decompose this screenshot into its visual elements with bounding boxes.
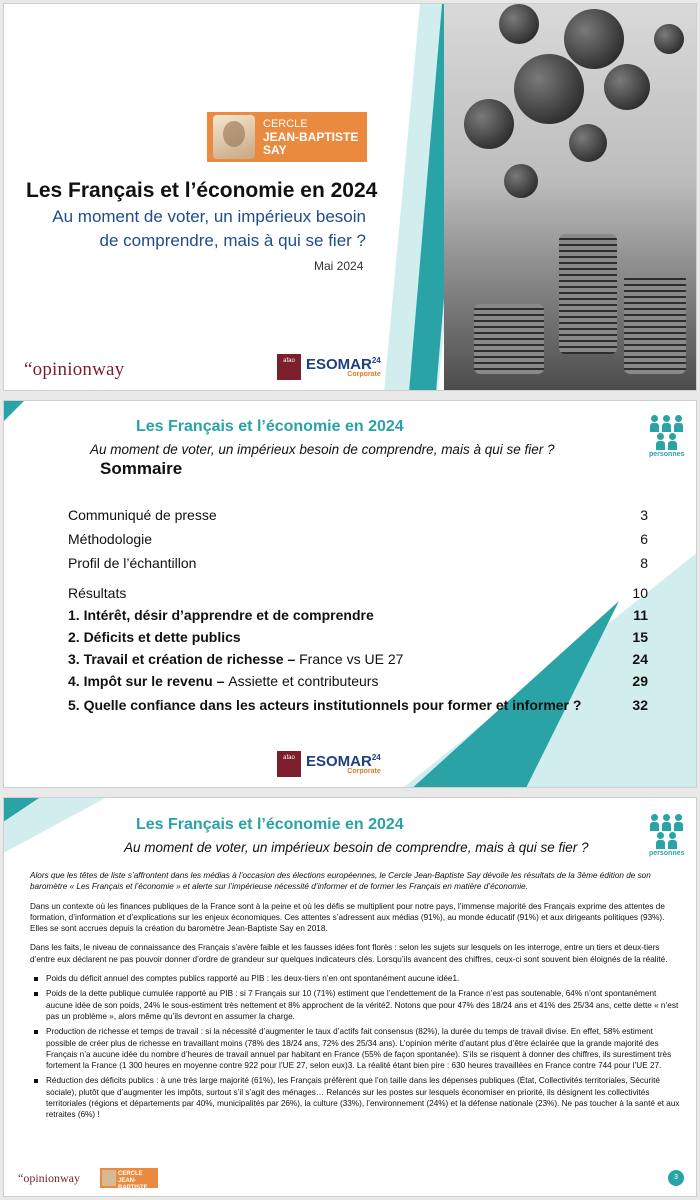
- findings-list: [30, 973, 680, 1121]
- people-label: personnes: [649, 850, 685, 857]
- people-label: personnes: [649, 451, 685, 458]
- communique-slide: [3, 797, 697, 1197]
- logo-line2: JEAN-BAPTISTE: [263, 129, 359, 144]
- toc-row[interactable]: 1. Intérêt, désir d’apprendre et de comprendre 11: [68, 607, 648, 623]
- portrait-icon: [213, 115, 255, 159]
- toc-row[interactable]: 3. Travail et création de richesse – France vs UE 27 24: [68, 651, 648, 667]
- cover-date: Mai 2024: [314, 259, 364, 273]
- toc-row[interactable]: 2. Déficits et dette publics 15: [68, 629, 648, 645]
- cover-title-block: [26, 179, 378, 251]
- list-item: Réduction des déficits publics : à une très large majorité (61%), les Français préfèrent que l’on taille dans les dépenses publiques (État, Collectivités territoriales, Sécurité sociale), plutôt que d’augmenter les impôts, surtout s’il s’agit des ménages… Relancés sur les postes sur lesquels économiser en priorité, ils désignent les collectivités territoriales (régions et départements par 40%, municipalités par 26%), la culture (33%), l’environnement (24%) et la défense nationale (23%). Ne pas toucher à la santé et aux retraites (6%) !: [30, 1075, 680, 1120]
- slide-title: Les Français et l’économie en 2024: [136, 816, 404, 833]
- toc-row[interactable]: Méthodologie 6: [68, 531, 648, 547]
- people-icon: [649, 413, 685, 451]
- list-item: Production de richesse et temps de travail : si la nécessité d’augmenter le taux d’actifs fait consensus (82%), la durée du temps de travail divise. En effet, 58% estiment possible de créer plus de richesse en travaillant moins (78% des 18/24 ans, 72% des 25/34 ans). L’opinion mérite d’autant plus d’être éclairée que la grande majorité des Français n’a aucune idée du nombre d’heures de travail annuel par habitant en France (55% de façon spontanée). S’ils se risquent à donner des chiffres, ils surestiment très fortement la France (1 300 heures en moyenne contre 922 pour l’UE 27, selon eux)3. La réalité étant bien pire : 630 heures travaillées en France contre 744 pour l’UE 27.: [30, 1026, 680, 1071]
- opinionway-logo: “opinionway: [24, 359, 125, 380]
- intro-paragraph: Alors que les têtes de liste s’affrontent dans les médias à l’occasion des élections européennes, le Cercle Jean-Baptiste Say dévoile les résultats de la 3ème édition de son baromètre « Les Français et l’économie » et alerte sur l’impérieuse nécessité d’informer et de former les Français en matière d’économie.: [30, 871, 651, 892]
- afao-badge: afao: [277, 354, 301, 380]
- afao-badge: afao: [277, 751, 301, 777]
- slide-subtitle: Au moment de voter, un impérieux besoin de comprendre, mais à qui se fier ?: [90, 442, 555, 457]
- toc-row[interactable]: 5. Quelle confiance dans les acteurs institutionnels pour former et informer ? 32: [68, 697, 648, 713]
- list-item: Poids de la dette publique cumulée rapporté au PIB : si 7 Français sur 10 (71%) estiment que l’endettement de la France n’est pas soutenable, 64% n’ont spontanément aucune idée de son poids, 24% le sous-estiment très nettement et 8% approchent de la vérité2. Notons que pour 47% des 18/24 ans et 41% des 25/34 ans, cette dette « n’est pas un problème », alors même qu’ils devront en assumer la charge.: [30, 988, 680, 1022]
- toc-row[interactable]: Profil de l’échantillon 8: [68, 555, 648, 571]
- coins-photo: [444, 4, 697, 391]
- page-number: 3: [668, 1170, 684, 1186]
- logo-line1: CERCLE: [263, 117, 308, 130]
- toc-row[interactable]: Communiqué de presse 3: [68, 507, 648, 523]
- esomar-logo: ESOMAR$^{24}$ Corporate: [306, 356, 381, 378]
- cover-slide: [3, 3, 697, 391]
- slide-subtitle: Au moment de voter, un impérieux besoin de comprendre, mais à qui se fier ?: [124, 840, 589, 855]
- toc-row[interactable]: 4. Impôt sur le revenu – Assiette et contributeurs 29: [68, 673, 648, 689]
- toc-row[interactable]: Résultats 10: [68, 585, 648, 601]
- cercle-jbs-logo: CERCLE JEAN-BAPTISTE SAY: [100, 1168, 158, 1188]
- people-icon: [649, 812, 685, 850]
- cover-title: Les Français et l’économie en 2024: [26, 179, 378, 202]
- esomar-logo: ESOMAR$^{24}$ Corporate: [306, 753, 381, 775]
- slide-title: Les Français et l’économie en 2024: [136, 418, 404, 435]
- cover-subtitle-line2: de comprendre, mais à qui se fier ?: [99, 231, 366, 250]
- paragraph: Dans un contexte où les finances publiques de la France sont à la peine et où les défis se multiplient pour notre pays, l’immense majorité des Français exprime des attentes de formation, d’information et d’explications sur les enjeux économiques. Ces attentes s’adressent aux médias (91%), au monde éducatif (91%) et aux dirigeants politiques (93%). Elles se sont accrues depuis la création du baromètre Jean-Baptiste Say en 2018.: [30, 901, 665, 934]
- list-item: Poids du déficit annuel des comptes publics rapporté au PIB : les deux-tiers n’en ont spontanément aucune idée1.: [30, 973, 680, 984]
- paragraph: Dans les faits, le niveau de connaissance des Français s’avère faible et les fausses idées font florès : selon les sujets sur lesquels on les interroge, entre un tiers et deux-tiers d’entre eux déclarent ne pas pouvoir donner d’ordre de grandeur sur quelques indicateurs clés. Lorsqu’ils avancent des chiffres, ceux-ci sont souvent bien éloignés de la réalité.: [30, 943, 668, 964]
- sommaire-heading: Sommaire: [100, 459, 183, 478]
- decor-corner: [3, 400, 34, 431]
- press-release-body: [30, 870, 680, 1125]
- logo-line3: SAY: [263, 142, 287, 157]
- cercle-jbs-logo: [207, 112, 367, 162]
- sommaire-slide: [3, 400, 697, 788]
- opinionway-logo: “opinionway: [18, 1171, 80, 1185]
- cover-subtitle-line1: Au moment de voter, un impérieux besoin: [52, 207, 366, 226]
